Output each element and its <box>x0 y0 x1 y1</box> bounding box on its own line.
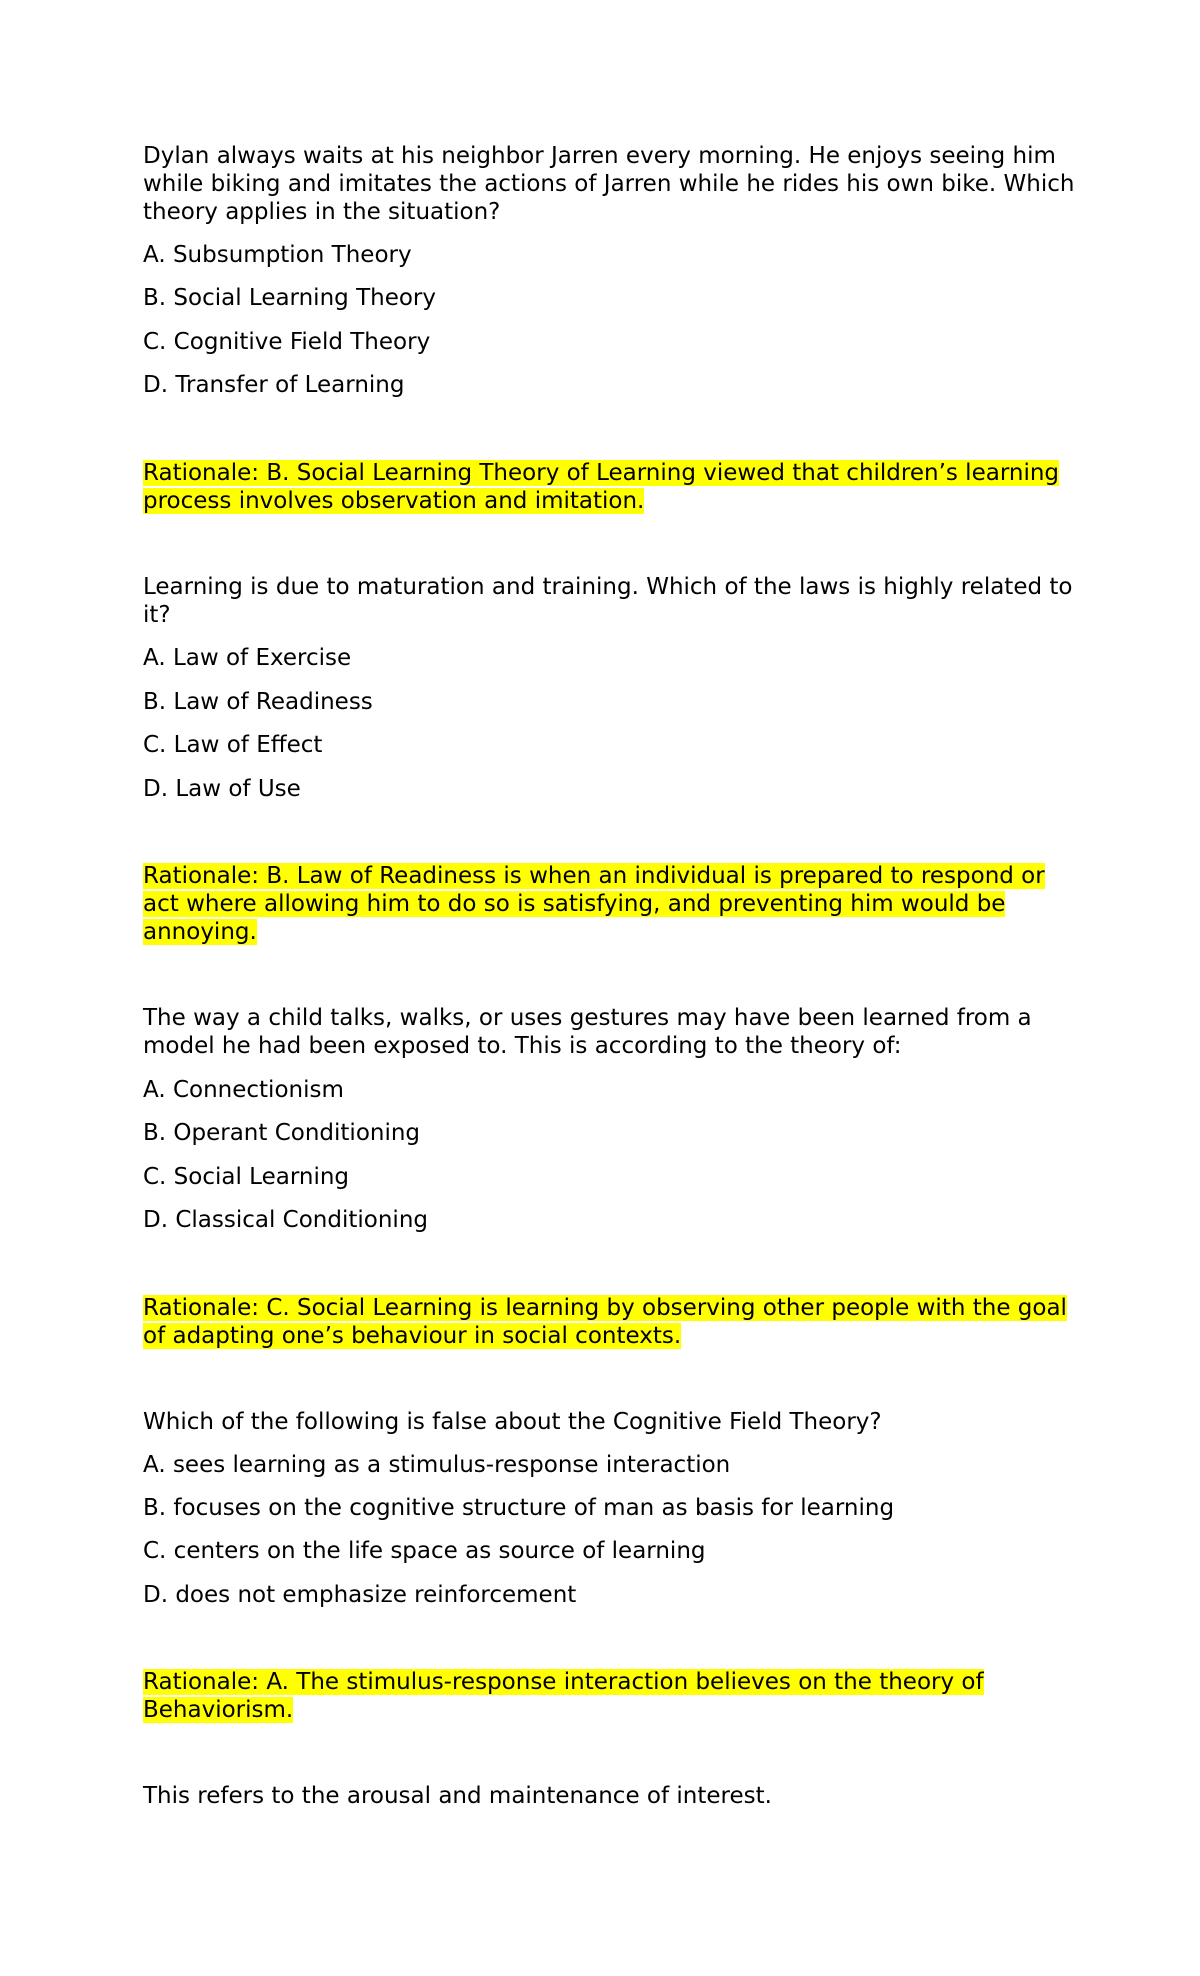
option-a: A. sees learning as a stimulus-response interaction <box>143 1452 731 1478</box>
question-text: Dylan always waits at his neighbor Jarren every morning. He enjoys seeing him while biking and imitates the actions of Jarren while he rides his own bike. Which theory applies in the situation? <box>143 143 1075 225</box>
rationale-2 <box>143 862 1083 946</box>
option-d: D. Transfer of Learning <box>143 372 405 398</box>
option-a: A. Law of Exercise <box>143 645 352 671</box>
rationale-4 <box>143 1668 1083 1724</box>
option-c: C. centers on the life space as source of learning <box>143 1538 706 1564</box>
question-3 <box>143 1004 1083 1060</box>
option-d: D. Classical Conditioning <box>143 1207 428 1233</box>
option-c: C. Cognitive Field Theory <box>143 329 431 355</box>
rationale-text: Rationale: B. Law of Readiness is when an individual is prepared to respond or act where allowing him to do so is satisfying, and preventing him would be annoying. <box>143 863 1045 945</box>
rationale-text: Rationale: B. Social Learning Theory of Learning viewed that children’s learning process involves observation and imitation. <box>143 460 1060 514</box>
option-a: A. Subsumption Theory <box>143 242 412 268</box>
rationale-text: Rationale: C. Social Learning is learning by observing other people with the goal of adapting one’s behaviour in social contexts. <box>143 1295 1067 1349</box>
question-text: This refers to the arousal and maintenance of interest. <box>143 1783 772 1809</box>
rationale-3 <box>143 1294 1083 1350</box>
question-5 <box>143 1782 1083 1810</box>
rationale-text: Rationale: A. The stimulus-response interaction believes on the theory of Behaviorism. <box>143 1669 984 1723</box>
option-d: D. does not emphasize reinforcement <box>143 1582 577 1608</box>
option-b: B. Law of Readiness <box>143 689 373 715</box>
question-text: Which of the following is false about the Cognitive Field Theory? <box>143 1409 882 1435</box>
option-b: B. Social Learning Theory <box>143 285 436 311</box>
question-4 <box>143 1408 1083 1436</box>
question-1 <box>143 142 1083 226</box>
question-text: The way a child talks, walks, or uses gestures may have been learned from a model he had been exposed to. This is according to the theory of: <box>143 1005 1032 1059</box>
question-2 <box>143 573 1083 629</box>
option-b: B. Operant Conditioning <box>143 1120 421 1146</box>
option-c: C. Social Learning <box>143 1164 350 1190</box>
option-c: C. Law of Effect <box>143 732 323 758</box>
option-d: D. Law of Use <box>143 776 301 802</box>
option-b: B. focuses on the cognitive structure of man as basis for learning <box>143 1495 895 1521</box>
rationale-1 <box>143 459 1083 515</box>
option-a: A. Connectionism <box>143 1077 344 1103</box>
question-text: Learning is due to maturation and training. Which of the laws is highly related to it? <box>143 574 1073 628</box>
